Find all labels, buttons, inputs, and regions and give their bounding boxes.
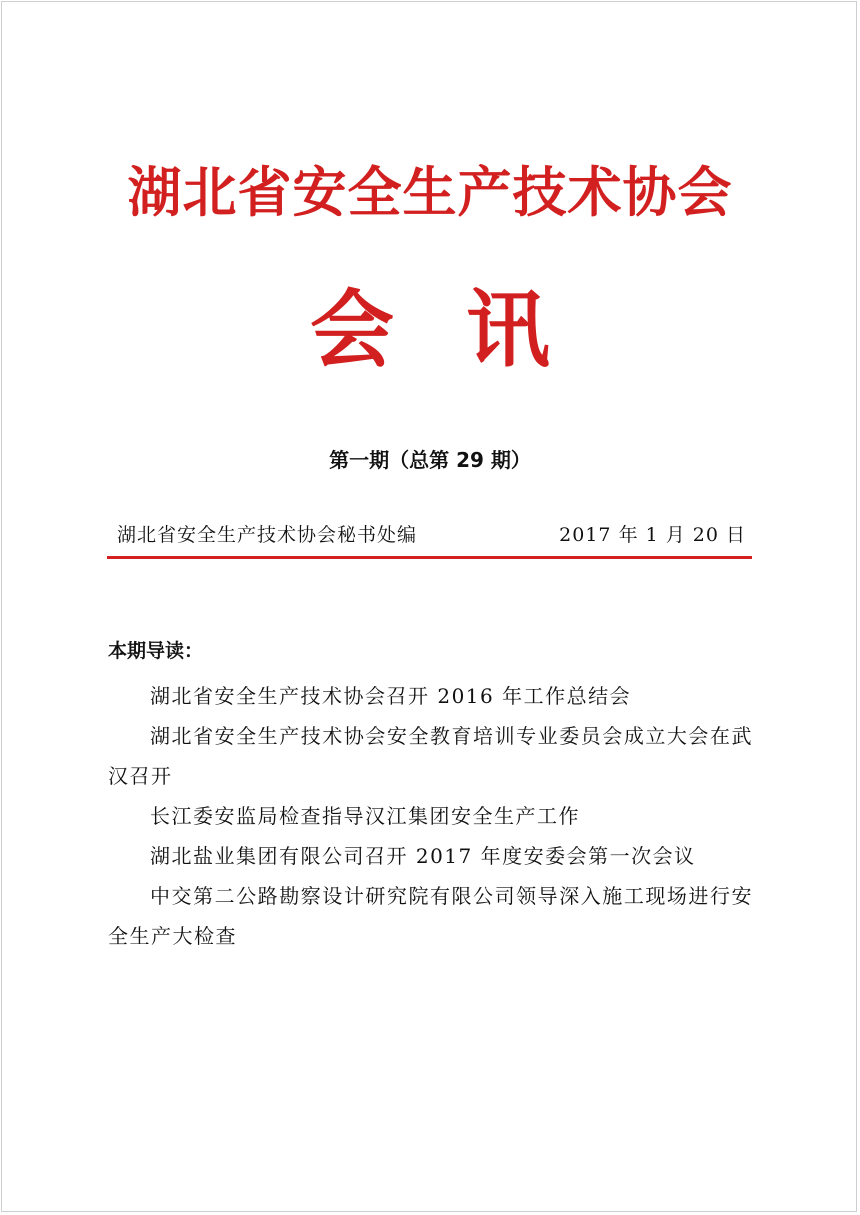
red-divider (107, 556, 752, 559)
issue-number: 第一期（总第 29 期） (329, 448, 531, 472)
guide-item: 中交第二公路勘察设计研究院有限公司领导深入施工现场进行安全生产大检查 (108, 884, 753, 948)
guide-list (108, 676, 753, 956)
guide-item: 湖北省安全生产技术协会安全教育培训专业委员会成立大会在武汉召开 (108, 724, 753, 788)
guide-heading: 本期导读： (108, 640, 204, 662)
guide-item: 湖北盐业集团有限公司召开 2017 年度安委会第一次会议 (150, 844, 696, 868)
guide-item: 湖北省安全生产技术协会召开 2016 年工作总结会 (150, 684, 632, 708)
publication-title: 会讯 (309, 281, 622, 379)
editor-line: 湖北省安全生产技术协会秘书处编 (117, 524, 418, 546)
organization-title: 湖北省安全生产技术协会 (127, 160, 733, 224)
guide-item: 长江委安监局检查指导汉江集团安全生产工作 (150, 804, 580, 828)
publish-date: 2017 年 1 月 20 日 (559, 524, 746, 546)
